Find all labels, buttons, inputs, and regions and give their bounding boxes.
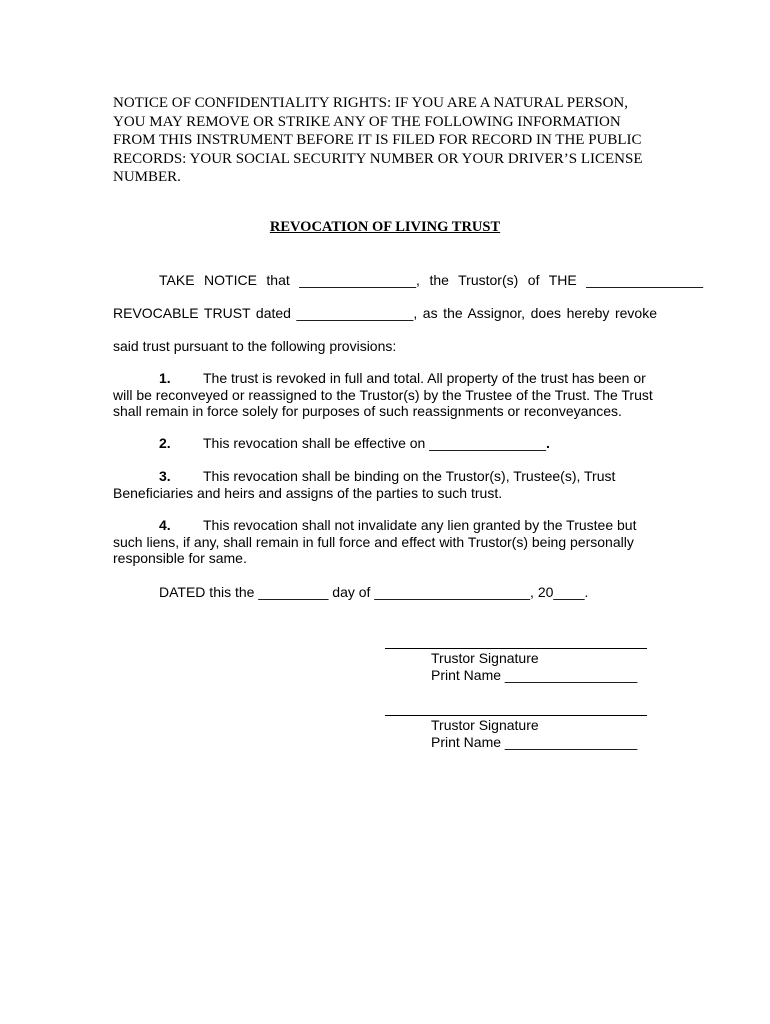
print-name-1[interactable]: Print Name _________________ — [431, 667, 638, 683]
provision-number: 1. — [159, 370, 171, 386]
provision-text: This revocation shall be binding on the Trustor(s), Trustee(s), Trust Beneficiaries and heirs and assigns of the parties to such trust. — [113, 468, 616, 501]
signature-label-1: Trustor Signature — [431, 650, 539, 666]
signature-line-2[interactable] — [385, 715, 647, 716]
provision-2 — [113, 435, 657, 452]
print-name-2[interactable]: Print Name _________________ — [431, 734, 638, 750]
intro-line-2: REVOCABLE TRUST dated _______________, as the Assignor, does hereby revoke — [113, 305, 657, 321]
signature-label-2: Trustor Signature — [431, 717, 539, 733]
signature-line-1[interactable] — [385, 648, 647, 649]
provision-text: This revocation shall not invalidate any lien granted by the Trustee but such liens, if any, shall remain in full force and effect with Trustor(s) being personally responsible for same. — [113, 517, 637, 567]
document-title: REVOCATION OF LIVING TRUST — [269, 219, 501, 235]
provision-3 — [113, 468, 657, 501]
intro-line-1: TAKE NOTICE that _______________, the Trustor(s) of THE _______________ — [159, 272, 703, 288]
provision-1 — [113, 370, 657, 420]
provision-number: 2. — [159, 435, 171, 451]
provision-number: 3. — [159, 468, 171, 484]
confidentiality-notice: NOTICE OF CONFIDENTIALITY RIGHTS: IF YOU ARE A NATURAL PERSON, YOU MAY REMOVE OR STRIKE ANY OF THE FOLLOWING INFORMATION FROM THIS INSTRUMENT BEFORE IT IS FILED FOR RECORD IN THE PUBLIC RECORDS: YOUR SOCIAL SECURITY NUMBER OR YOUR DRIVER’S LICENSE NUMBER. — [113, 95, 643, 186]
provision-number: 4. — [159, 517, 171, 533]
provision-text: The trust is revoked in full and total. All property of the trust has been or will be reconveyed or reassigned to the Trustor(s) by the Trustee of the Trust. The Trust shall remain in force solely for purposes of such reassignments or reconveyances. — [113, 370, 653, 420]
provision-4 — [113, 517, 657, 567]
intro-line-3: said trust pursuant to the following provisions: — [113, 338, 397, 354]
provision-text: This revocation shall be effective on _______________ — [203, 435, 546, 451]
dated-line: DATED this the _________ day of ____________________, 20____. — [159, 584, 589, 600]
provision-suffix: . — [546, 435, 550, 451]
